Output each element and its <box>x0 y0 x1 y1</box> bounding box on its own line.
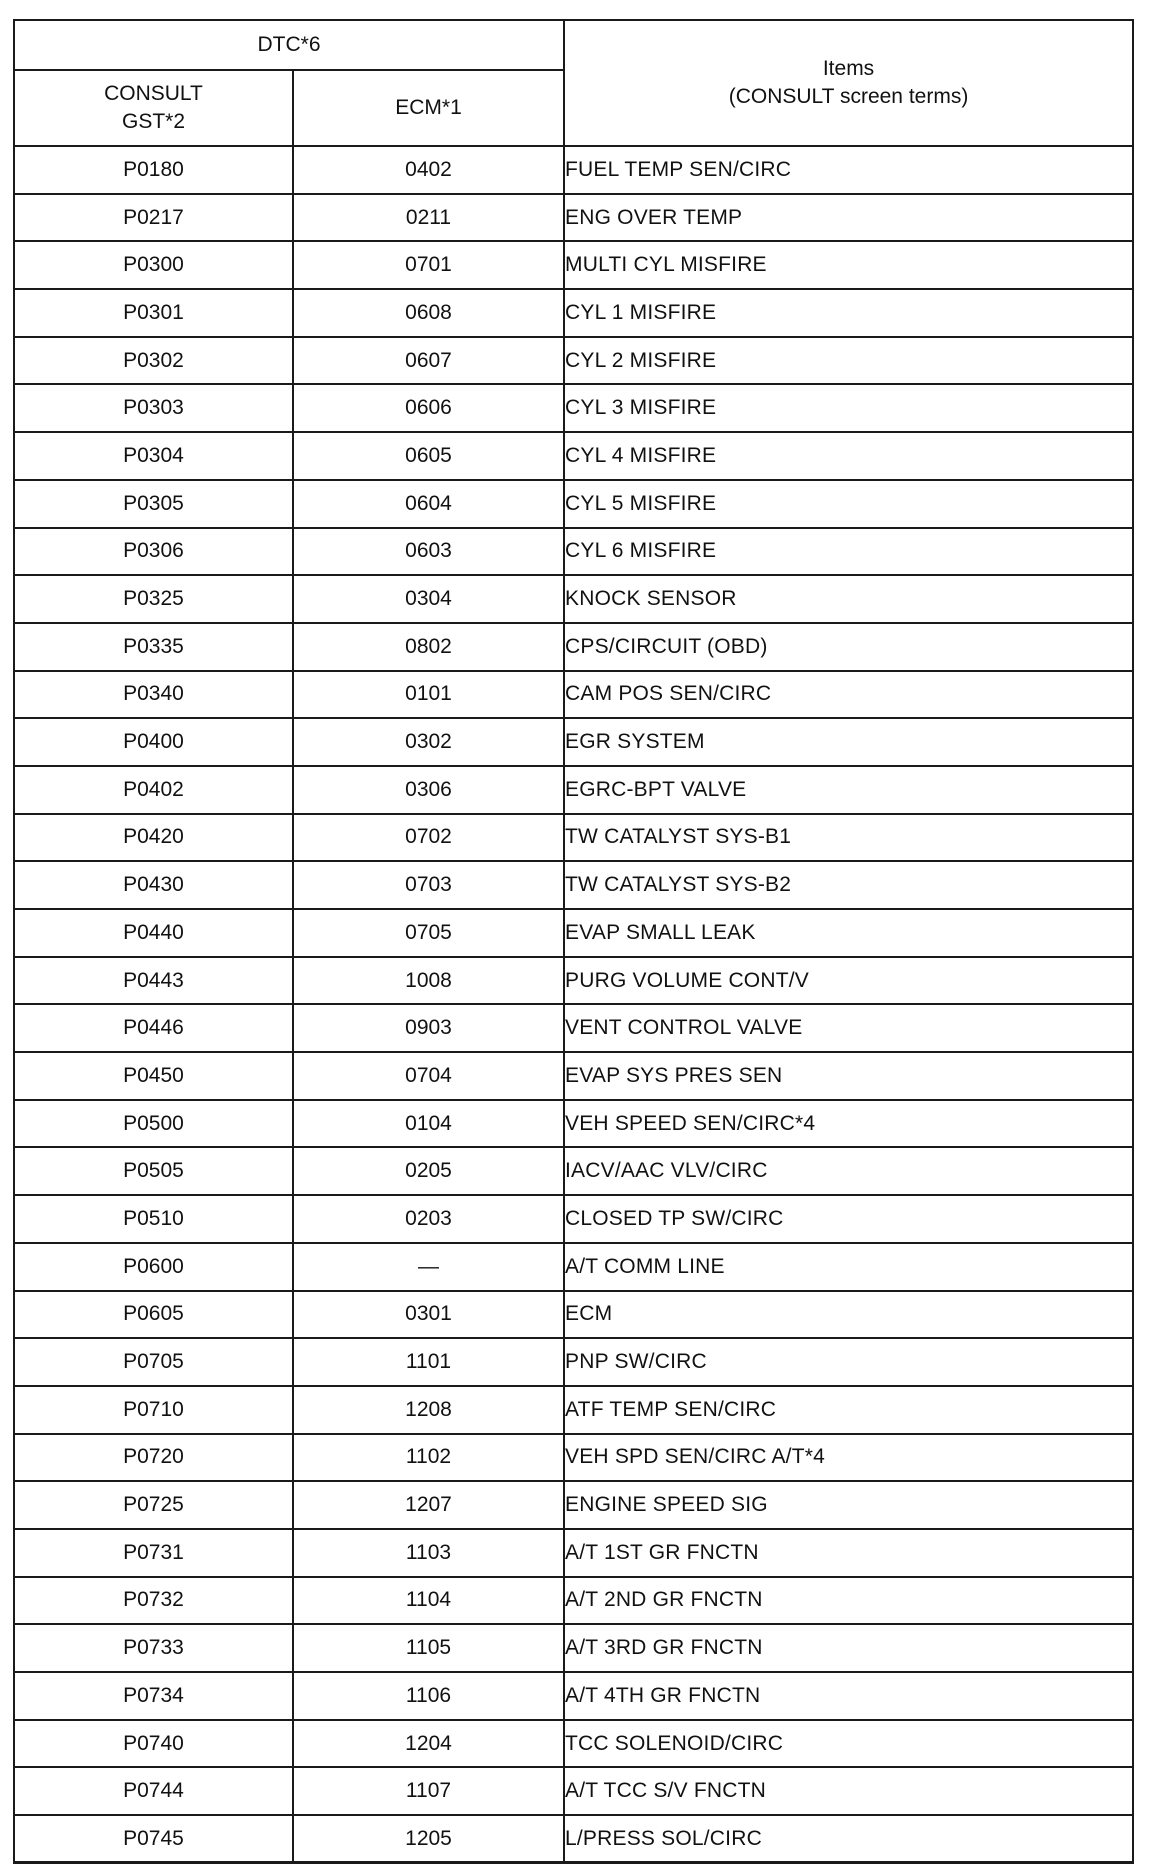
item-name-cell: ENG OVER TEMP <box>564 194 1133 242</box>
item-name-cell: CYL 5 MISFIRE <box>564 480 1133 528</box>
consult-gst-code-cell: P0705 <box>14 1338 293 1386</box>
table-row <box>14 1434 1133 1482</box>
table-row <box>14 1624 1133 1672</box>
consult-gst-code-cell: P0744 <box>14 1767 293 1815</box>
consult-gst-code-cell: P0732 <box>14 1577 293 1625</box>
consult-gst-code-cell: P0303 <box>14 384 293 432</box>
item-name-cell: PNP SW/CIRC <box>564 1338 1133 1386</box>
ecm-code-cell: 0605 <box>293 432 564 480</box>
consult-gst-code-cell: P0430 <box>14 861 293 909</box>
table-row <box>14 289 1133 337</box>
table-row <box>14 1004 1133 1052</box>
item-name-cell: CLOSED TP SW/CIRC <box>564 1195 1133 1243</box>
item-name-cell: A/T TCC S/V FNCTN <box>564 1767 1133 1815</box>
dtc-group-header: DTC*6 <box>14 20 564 70</box>
ecm-code-cell: 0703 <box>293 861 564 909</box>
item-name-cell: VENT CONTROL VALVE <box>564 1004 1133 1052</box>
consult-gst-code-cell: P0605 <box>14 1291 293 1339</box>
items-header-line2: (CONSULT screen terms) <box>728 85 969 108</box>
item-name-cell: A/T 3RD GR FNCTN <box>564 1624 1133 1672</box>
item-name-cell: TW CATALYST SYS-B2 <box>564 861 1133 909</box>
table-row <box>14 337 1133 385</box>
item-name-cell: PURG VOLUME CONT/V <box>564 957 1133 1005</box>
consult-gst-code-cell: P0301 <box>14 289 293 337</box>
ecm-code-cell: 0606 <box>293 384 564 432</box>
ecm-code-cell: 0302 <box>293 718 564 766</box>
item-name-cell: ECM <box>564 1291 1133 1339</box>
consult-gst-code-cell: P0180 <box>14 146 293 194</box>
consult-gst-code-cell: P0440 <box>14 909 293 957</box>
table-row <box>14 1147 1133 1195</box>
table-body <box>14 146 1133 1863</box>
ecm-header: ECM*1 <box>293 70 564 146</box>
dtc-table <box>13 19 1134 1864</box>
table-row <box>14 194 1133 242</box>
item-name-cell: A/T 1ST GR FNCTN <box>564 1529 1133 1577</box>
item-name-cell: A/T 2ND GR FNCTN <box>564 1577 1133 1625</box>
table-row <box>14 1672 1133 1720</box>
ecm-code-cell: 0205 <box>293 1147 564 1195</box>
ecm-code-cell: 1208 <box>293 1386 564 1434</box>
item-name-cell: TCC SOLENOID/CIRC <box>564 1720 1133 1768</box>
consult-gst-code-cell: P0335 <box>14 623 293 671</box>
consult-gst-code-cell: P0443 <box>14 957 293 1005</box>
item-name-cell: L/PRESS SOL/CIRC <box>564 1815 1133 1863</box>
item-name-cell: A/T 4TH GR FNCTN <box>564 1672 1133 1720</box>
item-name-cell: MULTI CYL MISFIRE <box>564 241 1133 289</box>
table-row <box>14 814 1133 862</box>
item-name-cell: ATF TEMP SEN/CIRC <box>564 1386 1133 1434</box>
ecm-code-cell: 0608 <box>293 289 564 337</box>
ecm-code-cell: 0705 <box>293 909 564 957</box>
table-row <box>14 575 1133 623</box>
table-row <box>14 1481 1133 1529</box>
table-row <box>14 1529 1133 1577</box>
table-row <box>14 1577 1133 1625</box>
item-name-cell: CYL 2 MISFIRE <box>564 337 1133 385</box>
consult-gst-code-cell: P0340 <box>14 671 293 719</box>
consult-gst-code-cell: P0600 <box>14 1243 293 1291</box>
consult-gst-code-cell: P0325 <box>14 575 293 623</box>
ecm-code-cell: 0603 <box>293 528 564 576</box>
item-name-cell: CYL 1 MISFIRE <box>564 289 1133 337</box>
consult-gst-code-cell: P0720 <box>14 1434 293 1482</box>
items-header-line1: Items <box>822 57 875 80</box>
item-name-cell: EVAP SMALL LEAK <box>564 909 1133 957</box>
consult-gst-code-cell: P0510 <box>14 1195 293 1243</box>
ecm-code-cell: 0402 <box>293 146 564 194</box>
consult-gst-code-cell: P0420 <box>14 814 293 862</box>
consult-gst-code-cell: P0500 <box>14 1100 293 1148</box>
table-row <box>14 1100 1133 1148</box>
consult-gst-code-cell: P0740 <box>14 1720 293 1768</box>
table-row <box>14 861 1133 909</box>
consult-gst-code-cell: P0733 <box>14 1624 293 1672</box>
ecm-code-cell: 0306 <box>293 766 564 814</box>
item-name-cell: CYL 3 MISFIRE <box>564 384 1133 432</box>
item-name-cell: KNOCK SENSOR <box>564 575 1133 623</box>
item-name-cell: EGR SYSTEM <box>564 718 1133 766</box>
ecm-code-cell: 1102 <box>293 1434 564 1482</box>
consult-gst-code-cell: P0217 <box>14 194 293 242</box>
item-name-cell: A/T COMM LINE <box>564 1243 1133 1291</box>
ecm-code-cell: 0211 <box>293 194 564 242</box>
table-row <box>14 1243 1133 1291</box>
ecm-code-cell: 1205 <box>293 1815 564 1863</box>
consult-gst-code-cell: P0450 <box>14 1052 293 1100</box>
consult-gst-code-cell: P0400 <box>14 718 293 766</box>
ecm-code-cell: 0607 <box>293 337 564 385</box>
table-row <box>14 671 1133 719</box>
ecm-code-cell: 1207 <box>293 1481 564 1529</box>
table-row <box>14 1195 1133 1243</box>
consult-gst-code-cell: P0304 <box>14 432 293 480</box>
ecm-code-cell: 1107 <box>293 1767 564 1815</box>
ecm-code-cell: 0203 <box>293 1195 564 1243</box>
item-name-cell: CYL 6 MISFIRE <box>564 528 1133 576</box>
item-name-cell: CAM POS SEN/CIRC <box>564 671 1133 719</box>
ecm-code-cell: 1105 <box>293 1624 564 1672</box>
table-row <box>14 480 1133 528</box>
ecm-code-cell: 1008 <box>293 957 564 1005</box>
consult-gst-code-cell: P0731 <box>14 1529 293 1577</box>
dtc-table-page <box>13 19 1132 1864</box>
consult-gst-code-cell: P0446 <box>14 1004 293 1052</box>
consult-gst-code-cell: P0725 <box>14 1481 293 1529</box>
ecm-code-cell: 0304 <box>293 575 564 623</box>
consult-gst-code-cell: P0402 <box>14 766 293 814</box>
ecm-code-cell: 0101 <box>293 671 564 719</box>
table-row <box>14 718 1133 766</box>
consult-gst-code-cell: P0300 <box>14 241 293 289</box>
consult-gst-header-line2: GST*2 <box>121 110 186 133</box>
consult-gst-code-cell: P0710 <box>14 1386 293 1434</box>
consult-gst-code-cell: P0505 <box>14 1147 293 1195</box>
consult-gst-code-cell: P0745 <box>14 1815 293 1863</box>
item-name-cell: FUEL TEMP SEN/CIRC <box>564 146 1133 194</box>
table-row <box>14 432 1133 480</box>
table-row <box>14 1052 1133 1100</box>
table-row <box>14 1815 1133 1863</box>
table-row <box>14 909 1133 957</box>
table-row <box>14 1338 1133 1386</box>
table-row <box>14 766 1133 814</box>
table-row <box>14 528 1133 576</box>
ecm-code-cell: 0702 <box>293 814 564 862</box>
consult-gst-header <box>14 70 293 146</box>
consult-gst-code-cell: P0734 <box>14 1672 293 1720</box>
ecm-code-cell: 1204 <box>293 1720 564 1768</box>
ecm-code-cell: 1101 <box>293 1338 564 1386</box>
ecm-code-cell: 1104 <box>293 1577 564 1625</box>
item-name-cell: ENGINE SPEED SIG <box>564 1481 1133 1529</box>
consult-gst-code-cell: P0302 <box>14 337 293 385</box>
table-row <box>14 623 1133 671</box>
item-name-cell: EGRC-BPT VALVE <box>564 766 1133 814</box>
ecm-code-cell: 0701 <box>293 241 564 289</box>
table-row <box>14 1291 1133 1339</box>
item-name-cell: VEH SPEED SEN/CIRC*4 <box>564 1100 1133 1148</box>
item-name-cell: CYL 4 MISFIRE <box>564 432 1133 480</box>
item-name-cell: EVAP SYS PRES SEN <box>564 1052 1133 1100</box>
item-name-cell: IACV/AAC VLV/CIRC <box>564 1147 1133 1195</box>
ecm-code-cell: — <box>293 1243 564 1291</box>
ecm-code-cell: 1106 <box>293 1672 564 1720</box>
item-name-cell: VEH SPD SEN/CIRC A/T*4 <box>564 1434 1133 1482</box>
table-row <box>14 241 1133 289</box>
items-header <box>564 20 1133 146</box>
ecm-code-cell: 0104 <box>293 1100 564 1148</box>
ecm-code-cell: 1103 <box>293 1529 564 1577</box>
ecm-code-cell: 0704 <box>293 1052 564 1100</box>
table-row <box>14 384 1133 432</box>
consult-gst-header-line1: CONSULT <box>104 82 203 105</box>
table-row <box>14 1386 1133 1434</box>
ecm-code-cell: 0604 <box>293 480 564 528</box>
item-name-cell: TW CATALYST SYS-B1 <box>564 814 1133 862</box>
consult-gst-code-cell: P0306 <box>14 528 293 576</box>
ecm-code-cell: 0802 <box>293 623 564 671</box>
ecm-code-cell: 0903 <box>293 1004 564 1052</box>
table-row <box>14 1720 1133 1768</box>
ecm-code-cell: 0301 <box>293 1291 564 1339</box>
consult-gst-code-cell: P0305 <box>14 480 293 528</box>
table-row <box>14 146 1133 194</box>
table-row <box>14 957 1133 1005</box>
item-name-cell: CPS/CIRCUIT (OBD) <box>564 623 1133 671</box>
table-row <box>14 1767 1133 1815</box>
table-header <box>14 20 1133 146</box>
